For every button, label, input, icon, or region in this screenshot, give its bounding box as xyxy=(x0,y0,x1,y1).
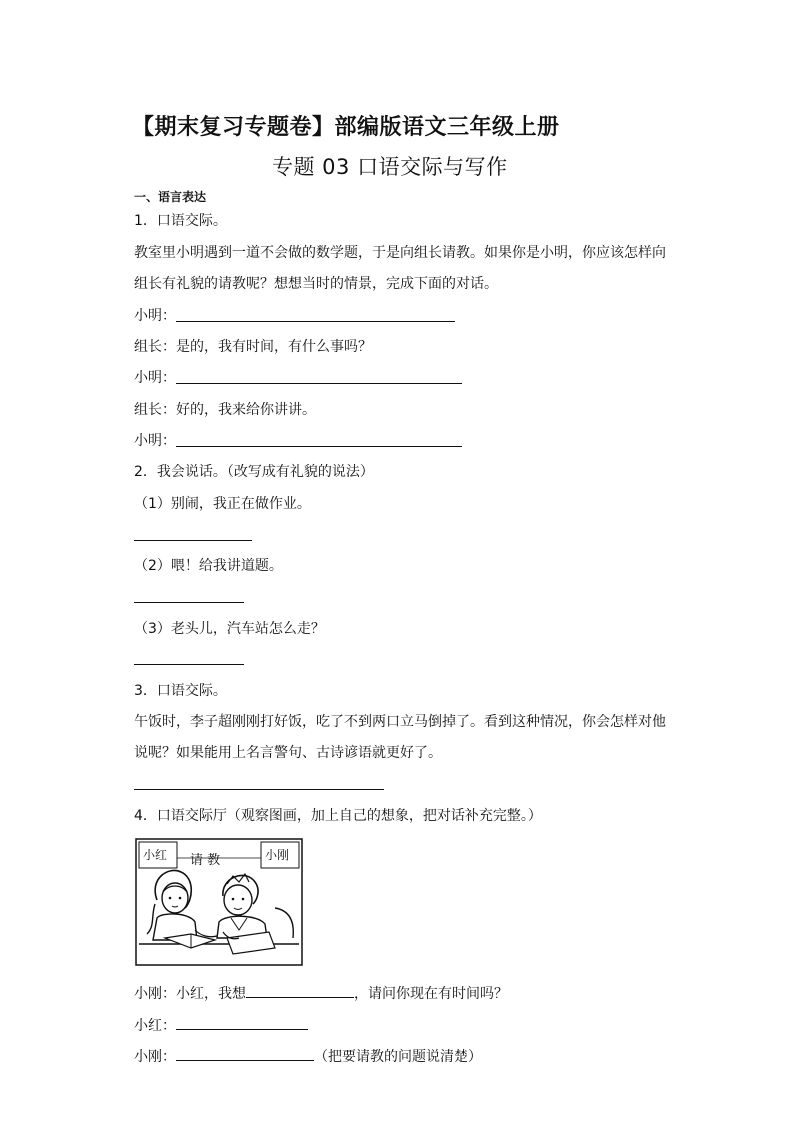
dialogue-line xyxy=(134,1046,482,1067)
question-2-heading: 2．我会说话。（改写成有礼貌的说法） xyxy=(134,464,374,480)
speaker-label: 小明： xyxy=(134,308,176,324)
answer-blank[interactable] xyxy=(246,983,354,998)
dialogue-text: ，请问你现在有时间吗？ xyxy=(354,986,508,1002)
speaker-label: 组长： xyxy=(134,402,176,418)
answer-line[interactable] xyxy=(134,540,252,541)
question-3-heading: 3．口语交际。 xyxy=(134,683,227,699)
dialogue-text: 小刚：小红，我想 xyxy=(134,986,246,1002)
question-2-item: （3）老头儿，汽车站怎么走？ xyxy=(134,621,325,637)
question-2-item: （2）喂！给我讲道题。 xyxy=(134,558,283,574)
answer-line[interactable] xyxy=(134,789,384,790)
answer-blank[interactable] xyxy=(176,1046,314,1061)
dialogue-text: 好的，我来给你讲讲。 xyxy=(176,402,316,418)
question-1-heading: 1．口语交际。 xyxy=(134,213,227,229)
dialogue-line xyxy=(134,431,176,451)
dialogue-line xyxy=(134,368,176,388)
dialogue-line xyxy=(134,400,316,420)
question-4-heading: 4．口语交际厅（观察图画，加上自己的想象，把对话补充完整。） xyxy=(134,808,542,824)
speaker-label: 小刚： xyxy=(134,1049,176,1065)
dialogue-text: （把要请教的问题说清楚） xyxy=(314,1049,482,1065)
figure-label-center: 请 教 xyxy=(190,853,221,868)
question-3-paragraph: 午饭时，李子超刚刚打好饭，吃了不到两口立马倒掉了。看到这种情况，你会怎样对他 xyxy=(134,714,666,730)
dialogue-line xyxy=(134,337,372,357)
dialogue-line xyxy=(134,1015,308,1036)
answer-line[interactable] xyxy=(176,383,462,384)
answer-line[interactable] xyxy=(176,321,455,322)
answer-line[interactable] xyxy=(134,664,244,665)
figure-label-left: 小红 xyxy=(143,848,168,862)
speaker-label: 小明： xyxy=(134,433,176,449)
question-3-paragraph: 说呢？如果能用上名言警句、古诗谚语就更好了。 xyxy=(134,745,442,761)
question-1-paragraph: 组长有礼貌的请教呢？想想当时的情景，完成下面的对话。 xyxy=(134,276,498,292)
question-1-paragraph: 教室里小明遇到一道不会做的数学题，于是向组长请教。如果你是小明，你应该怎样向 xyxy=(134,245,666,261)
speaker-label: 小红： xyxy=(134,1018,176,1034)
question-2-item: （1）别闹，我正在做作业。 xyxy=(134,496,311,512)
answer-blank[interactable] xyxy=(176,1015,308,1030)
students-illustration xyxy=(135,838,303,966)
answer-line[interactable] xyxy=(134,602,244,603)
dialogue-line xyxy=(134,983,508,1004)
figure-label-right: 小刚 xyxy=(265,848,290,862)
dialogue-line xyxy=(134,306,176,326)
dialogue-text: 是的，我有时间，有什么事吗？ xyxy=(176,339,372,355)
speaker-label: 小明： xyxy=(134,370,176,386)
page-subtitle: 专题 03 口语交际与写作 xyxy=(272,155,508,179)
section-heading: 一、语言表达 xyxy=(134,190,207,204)
page-title: 【期末复习专题卷】部编版语文三年级上册 xyxy=(132,115,560,140)
speaker-label: 组长： xyxy=(134,339,176,355)
answer-line[interactable] xyxy=(176,446,462,447)
